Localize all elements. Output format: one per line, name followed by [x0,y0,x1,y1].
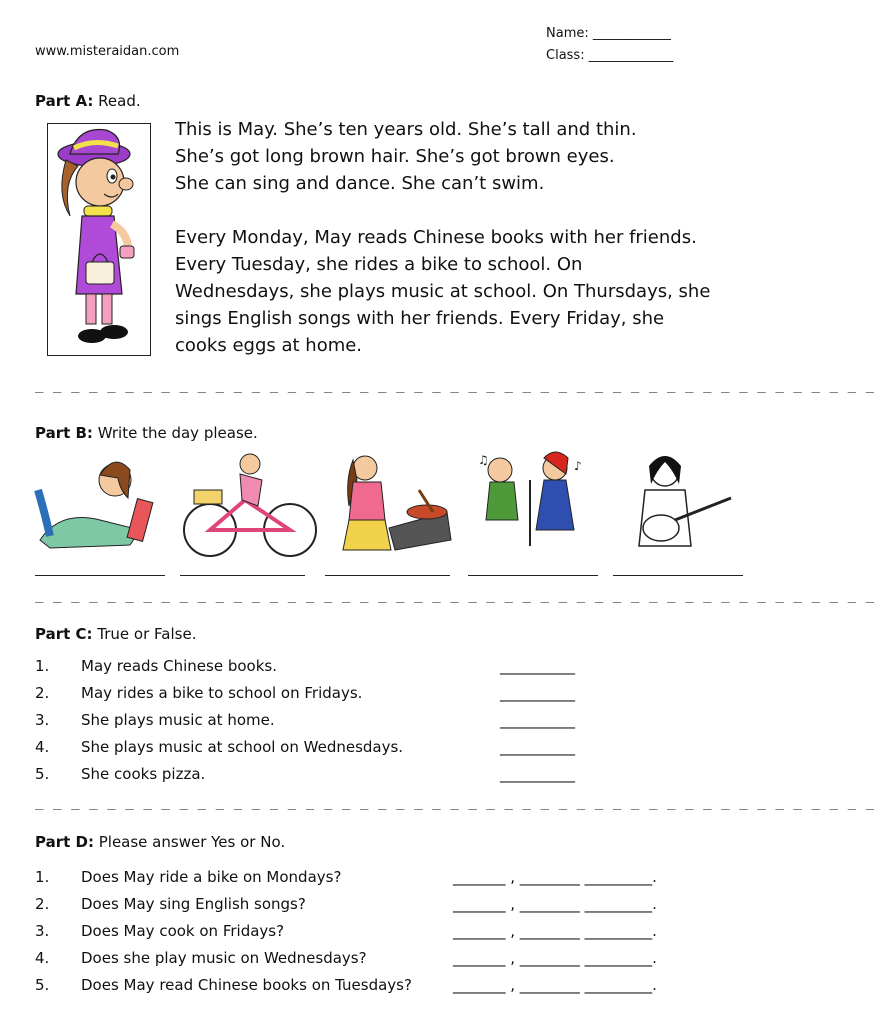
part-b-instruction: Write the day please. [97,424,258,442]
answer-blank[interactable]: __________ [500,738,575,756]
story-line: She’s got long brown hair. She’s got brown eyes. [175,146,615,167]
website-url: www.misteraidan.com [35,44,180,59]
girl-riding-bike-icon [184,454,316,556]
item-number: 5. [35,765,50,783]
answer-blank[interactable]: _______ , ________ _________. [453,868,657,886]
name-field: Name: ____________ [546,26,671,41]
story-line: Every Monday, May reads Chinese books with her friends. [175,227,697,248]
story-line: cooks eggs at home. [175,335,363,356]
item-number: 4. [35,738,50,756]
answer-blank[interactable]: __________ [500,657,575,675]
svg-text:♫: ♫ [478,453,489,467]
story-paragraph-2 [175,224,755,359]
answer-blank-4[interactable] [468,575,598,576]
people-singing-icon [478,452,582,546]
part-d-label: Part D: [35,833,94,851]
story-line: This is May. She’s ten years old. She’s tall and thin. [175,119,637,140]
part-a-heading [35,92,141,110]
story-line: sings English songs with her friends. Every Friday, she [175,308,665,329]
item-number: 3. [35,711,50,729]
story-line: She can sing and dance. She can’t swim. [175,173,545,194]
item-number: 4. [35,949,50,967]
item-text: Does May cook on Fridays? [81,922,285,940]
item-number: 5. [35,976,50,994]
part-c-heading [35,625,196,643]
part-b-label: Part B: [35,424,93,442]
item-number: 1. [35,868,50,886]
section-divider: _ _ _ _ _ _ _ _ _ _ _ _ _ _ _ _ _ _ _ _ _ _ _ _ _ _ _ _ _ _ _ _ _ _ _ _ _ _ _ _ _ _ _ _ _ _ _ [35,794,875,810]
item-number: 3. [35,922,50,940]
girl-cartoon-icon [48,124,149,354]
part-b-heading [35,424,258,442]
may-portrait-image [47,123,151,356]
answer-blank-5[interactable] [613,575,743,576]
girl-playing-guitar-icon [639,456,731,546]
class-field: Class: _____________ [546,48,674,63]
answer-blank[interactable]: _______ , ________ _________. [453,949,657,967]
story-line: Wednesdays, she plays music at school. On Thursdays, she [175,281,711,302]
part-d-heading [35,833,285,851]
part-d-instruction: Please answer Yes or No. [98,833,286,851]
answer-blank[interactable]: _______ , ________ _________. [453,895,657,913]
activity-pictures [30,450,750,560]
answer-blank-1[interactable] [35,575,165,576]
item-text: Does May ride a bike on Mondays? [81,868,342,886]
story-line: Every Tuesday, she rides a bike to school. On [175,254,583,275]
part-a-label: Part A: [35,92,94,110]
item-text: Does May read Chinese books on Tuesdays? [81,976,412,994]
section-divider: _ _ _ _ _ _ _ _ _ _ _ _ _ _ _ _ _ _ _ _ _ _ _ _ _ _ _ _ _ _ _ _ _ _ _ _ _ _ _ _ _ _ _ _ _ _ _ [35,377,875,393]
part-c-label: Part C: [35,625,93,643]
item-text: She cooks pizza. [81,765,206,783]
part-a-instruction: Read. [98,92,141,110]
answer-blank[interactable]: __________ [500,765,575,783]
answer-blank[interactable]: _______ , ________ _________. [453,922,657,940]
item-text: She plays music at home. [81,711,275,729]
item-number: 1. [35,657,50,675]
answer-blank[interactable]: __________ [500,684,575,702]
answer-blank-3[interactable] [325,575,450,576]
item-number: 2. [35,684,50,702]
girl-reading-book-icon [38,462,153,548]
answer-blank-2[interactable] [180,575,305,576]
girl-cooking-icon [343,456,451,550]
item-text: Does she play music on Wednesdays? [81,949,367,967]
answer-blank[interactable]: _______ , ________ _________. [453,976,657,994]
item-text: She plays music at school on Wednesdays. [81,738,404,756]
story-text [175,116,755,359]
item-text: May reads Chinese books. [81,657,277,675]
name-class-box [546,23,673,67]
item-number: 2. [35,895,50,913]
part-c-instruction: True or False. [97,625,197,643]
item-text: Does May sing English songs? [81,895,306,913]
section-divider: _ _ _ _ _ _ _ _ _ _ _ _ _ _ _ _ _ _ _ _ _ _ _ _ _ _ _ _ _ _ _ _ _ _ _ _ _ _ _ _ _ _ _ _ _ _ _ [35,587,875,603]
item-text: May rides a bike to school on Fridays. [81,684,363,702]
answer-blank[interactable]: __________ [500,711,575,729]
story-paragraph-1 [175,116,755,197]
svg-text:♪: ♪ [574,459,582,473]
